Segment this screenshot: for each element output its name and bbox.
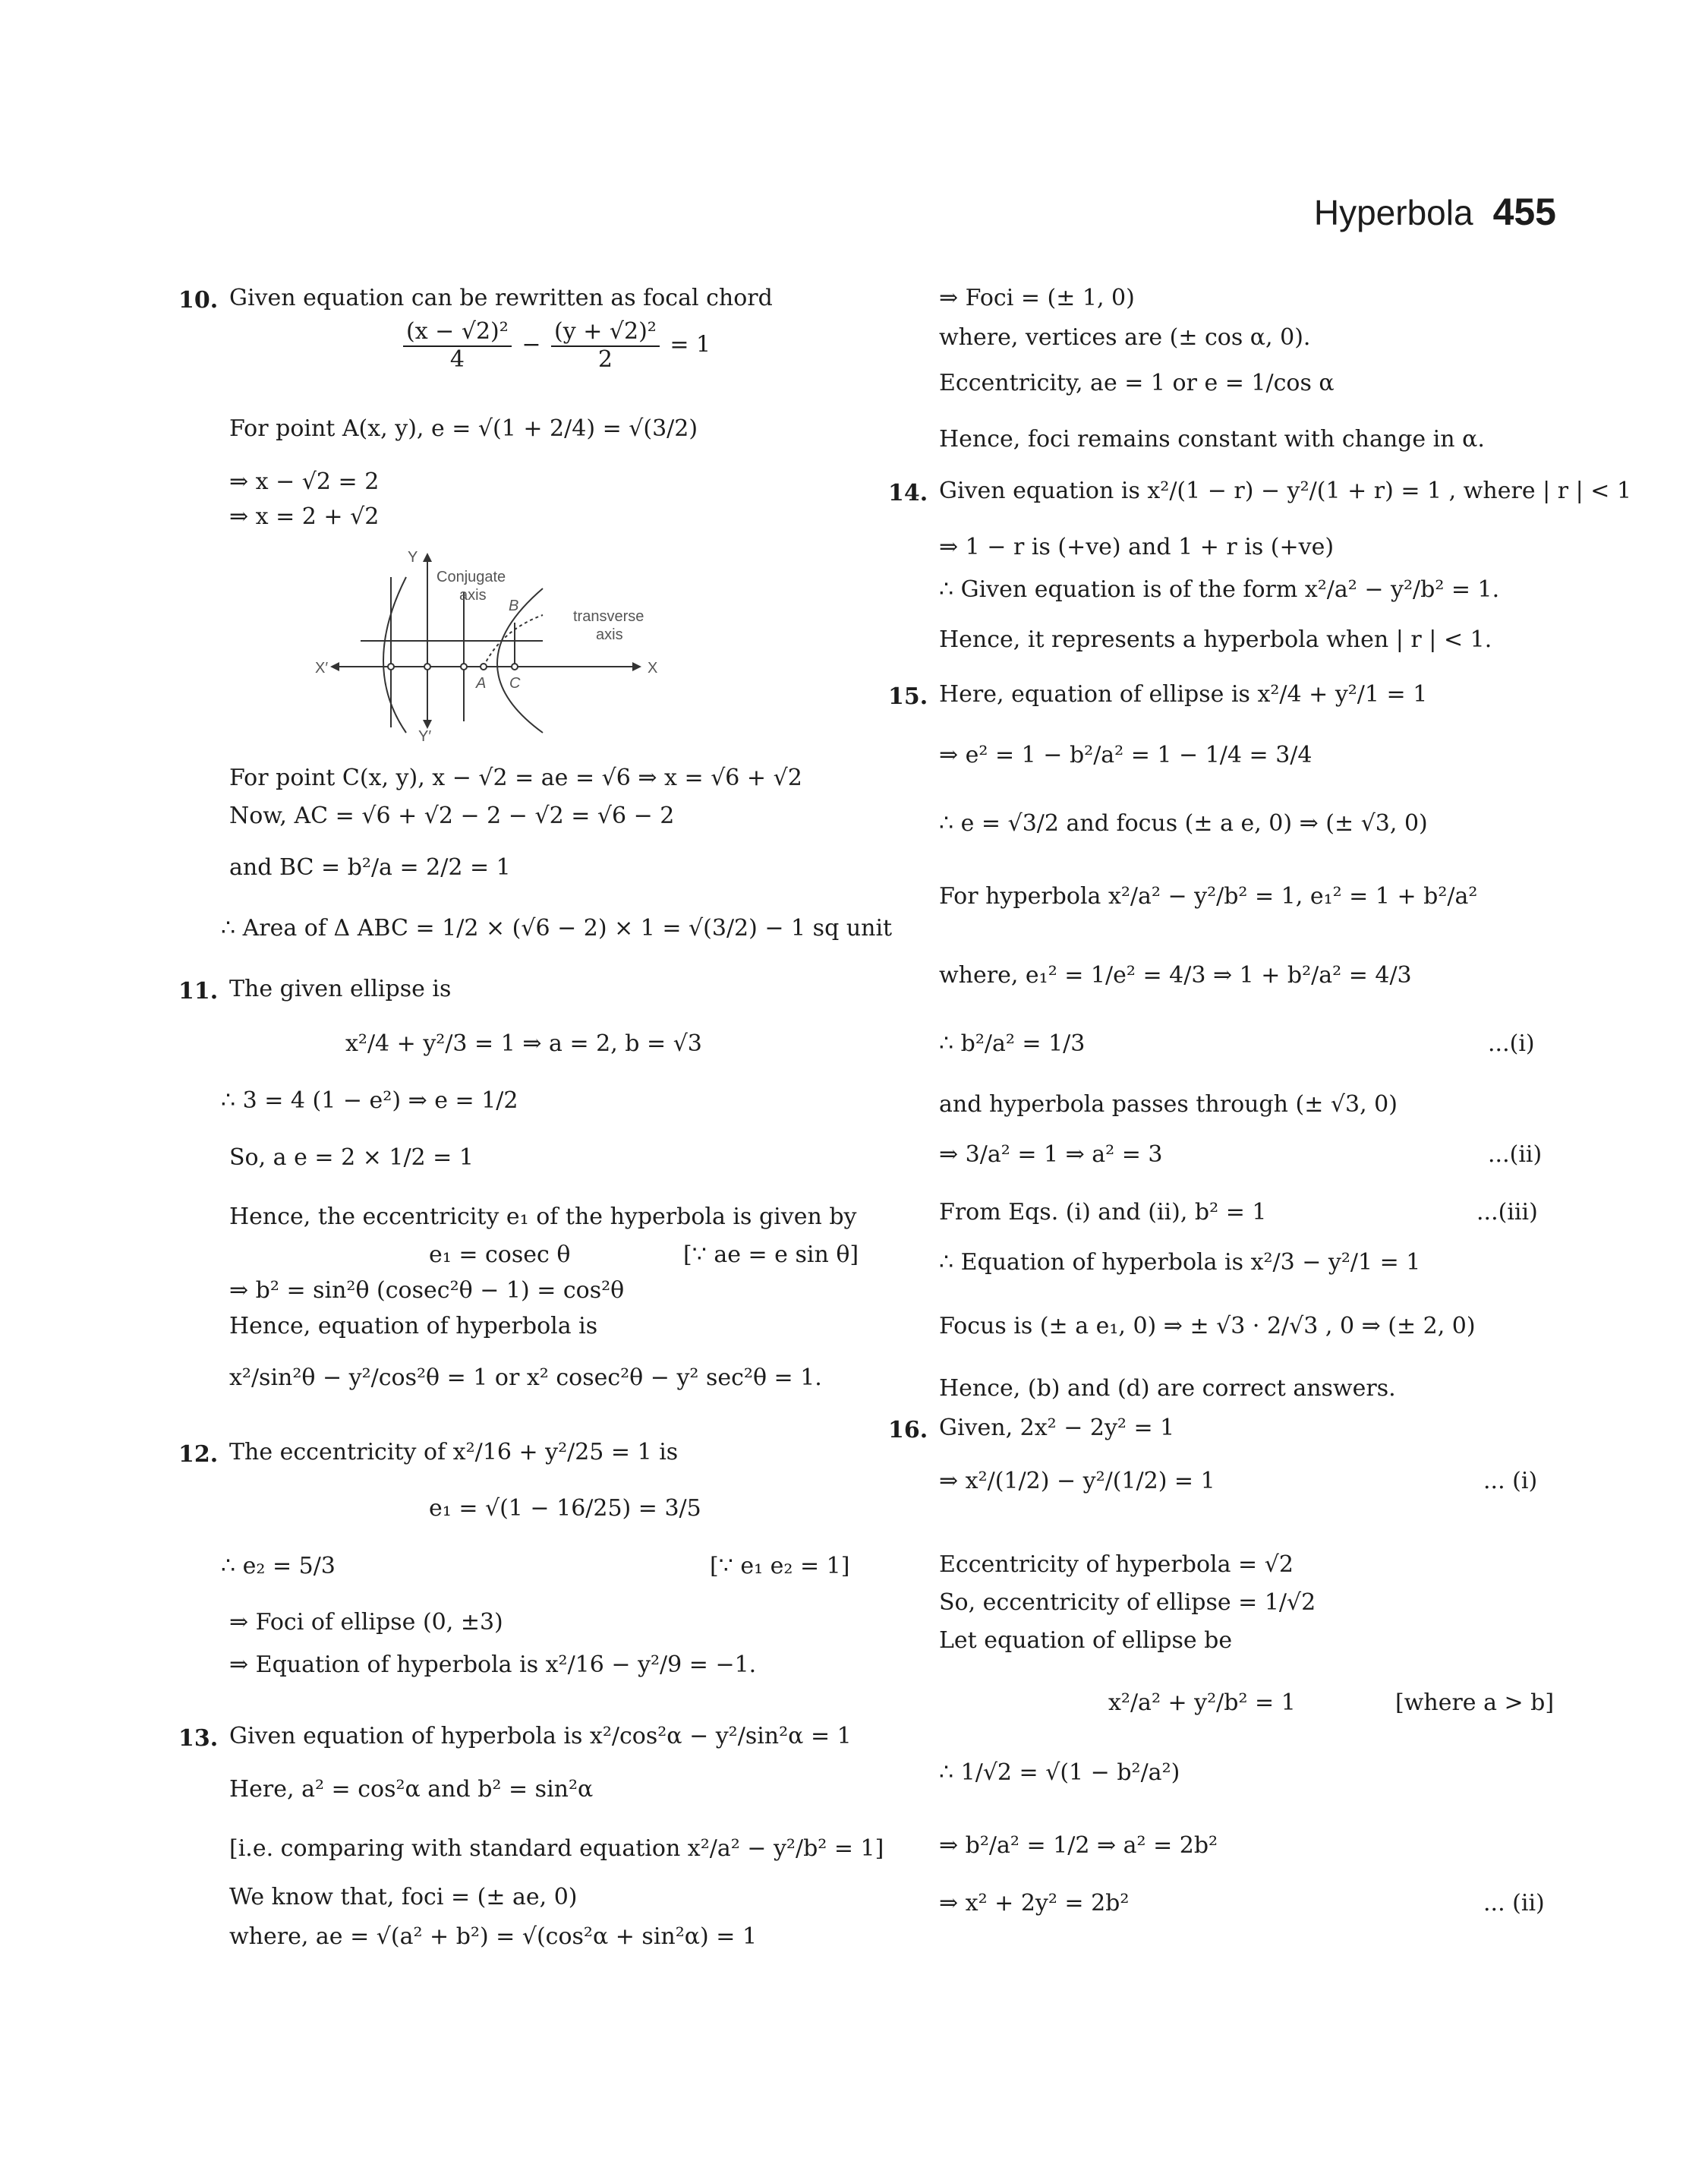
q13-line-4: We know that, foci = (± ae, 0) — [229, 1884, 578, 1910]
question-number-12: 12. — [178, 1441, 219, 1468]
q11-line-6a: e₁ = cosec θ — [429, 1241, 571, 1268]
q16-line-9a: ⇒ x² + 2y² = 2b² — [939, 1890, 1130, 1916]
q16-line-6a: x²/a² + y²/b² = 1 — [1108, 1689, 1296, 1716]
q14-line-4: Hence, it represents a hyperbola when | r | < 1. — [939, 626, 1492, 653]
fig-label-a: A — [476, 675, 487, 692]
q14-line-2: ⇒ 1 − r is (+ve) and 1 + r is (+ve) — [939, 534, 1335, 560]
q13-cont-line-3: Eccentricity, ae = 1 or e = 1/cos α — [939, 370, 1335, 396]
q15-line-11: Focus is (± a e₁, 0) ⇒ ± √3 · 2/√3 , 0 ⇒ (± 2, 0) — [939, 1313, 1476, 1339]
point-marker — [424, 664, 430, 670]
x-arrow — [632, 662, 641, 671]
fig-label-x-prime: X′ — [315, 660, 329, 677]
q16-line-2b: ... (i) — [1483, 1468, 1538, 1494]
page-header — [1314, 190, 1556, 234]
q15-line-6b: ...(i) — [1488, 1030, 1535, 1057]
point-marker — [461, 664, 467, 670]
q12-line-5: ⇒ Equation of hyperbola is x²/16 − y²/9 = −1. — [229, 1651, 757, 1678]
fig-label-y-prime: Y′ — [418, 728, 432, 744]
left-branch — [383, 577, 406, 733]
chapter-title: Hyperbola — [1313, 193, 1473, 232]
question-number-11: 11. — [178, 978, 219, 1005]
q11-line-4: So, a e = 2 × 1/2 = 1 — [229, 1144, 474, 1171]
q11-line-9: x²/sin²θ − y²/cos²θ = 1 or x² cosec²θ − y² sec²θ = 1. — [229, 1364, 822, 1391]
q11-line-1: The given ellipse is — [229, 976, 452, 1002]
q11-line-8: Hence, equation of hyperbola is — [229, 1313, 598, 1339]
q15-line-2: ⇒ e² = 1 − b²/a² = 1 − 1/4 = 3/4 — [939, 742, 1313, 768]
q11-line-5: Hence, the eccentricity e₁ of the hyperbola is given by — [229, 1203, 857, 1230]
q16-line-6b: [where a > b] — [1395, 1689, 1555, 1716]
q15-line-9b: ...(iii) — [1476, 1199, 1538, 1226]
q15-line-4: For hyperbola x²/a² − y²/b² = 1, e₁² = 1 + b²/a² — [939, 883, 1478, 910]
q13-cont-line-1: ⇒ Foci = (± 1, 0) — [939, 285, 1135, 311]
q10-line-1: Given equation can be rewritten as focal chord — [229, 285, 773, 311]
q16-line-8: ⇒ b²/a² = 1/2 ⇒ a² = 2b² — [939, 1832, 1218, 1859]
q16-line-2a: ⇒ x²/(1/2) − y²/(1/2) = 1 — [939, 1468, 1215, 1494]
q14-line-3: ∴ Given equation is of the form x²/a² − y²/b² = 1. — [939, 576, 1500, 603]
q12-line-3a: ∴ e₂ = 5/3 — [221, 1553, 336, 1579]
fig-label-x: X — [648, 660, 658, 677]
right-branch — [497, 588, 543, 733]
q10-line-6: For point C(x, y), x − √2 = ae = √6 ⇒ x = √6 + √2 — [229, 765, 802, 791]
hyperbola-figure — [315, 547, 740, 744]
q16-line-9b: ... (ii) — [1483, 1890, 1545, 1916]
point-a-marker — [481, 664, 487, 670]
q15-line-9a: From Eqs. (i) and (ii), b² = 1 — [939, 1199, 1267, 1226]
question-number-10: 10. — [178, 287, 219, 314]
q16-line-3: Eccentricity of hyperbola = √2 — [939, 1551, 1294, 1578]
fig-label-transverse: transverse — [573, 608, 644, 625]
q16-line-5: Let equation of ellipse be — [939, 1627, 1233, 1654]
q15-line-3: ∴ e = √3/2 and focus (± a e, 0) ⇒ (± √3, 0) — [939, 810, 1428, 837]
q15-line-6a: ∴ b²/a² = 1/3 — [939, 1030, 1086, 1057]
q15-line-12: Hence, (b) and (d) are correct answers. — [939, 1375, 1396, 1402]
q12-line-3b: [∵ e₁ e₂ = 1] — [710, 1553, 850, 1579]
fig-label-b: B — [509, 598, 519, 614]
q16-line-7: ∴ 1/√2 = √(1 − b²/a²) — [939, 1759, 1180, 1786]
q13-cont-line-2: where, vertices are (± cos α, 0). — [939, 324, 1311, 351]
question-number-16: 16. — [888, 1417, 928, 1443]
q16-line-4: So, eccentricity of ellipse = 1/√2 — [939, 1589, 1316, 1616]
q13-cont-line-4: Hence, foci remains constant with change in α. — [939, 426, 1485, 453]
point-c-marker — [512, 664, 518, 670]
q11-line-3: ∴ 3 = 4 (1 − e²) ⇒ e = 1/2 — [221, 1087, 518, 1114]
q15-line-8b: ...(ii) — [1488, 1141, 1543, 1168]
fig-label-y: Y — [408, 549, 418, 566]
q10-line-3: For point A(x, y), e = √(1 + 2/4) = √(3/2) — [229, 415, 698, 442]
q15-line-5: where, e₁² = 1/e² = 4/3 ⇒ 1 + b²/a² = 4/3 — [939, 962, 1412, 989]
question-number-14: 14. — [888, 480, 928, 506]
q10-equation: $\frac{\text{(x − √2)²}}{4}$ − $\frac{\text{(y + √2)²}}{2}$ = 1 — [400, 319, 711, 373]
left-column — [178, 281, 907, 1989]
q13-line-1: Given equation of hyperbola is x²/cos²α − y²/sin²α = 1 — [229, 1723, 852, 1749]
fig-label-conjugate-axis: axis — [459, 587, 487, 604]
q15-line-10: ∴ Equation of hyperbola is x²/3 − y²/1 = 1 — [939, 1249, 1421, 1276]
q13-line-3: [i.e. comparing with standard equation x²/a² − y²/b² = 1] — [229, 1835, 884, 1862]
q11-line-7: ⇒ b² = sin²θ (cosec²θ − 1) = cos²θ — [229, 1277, 625, 1304]
fig-label-transverse-axis: axis — [596, 626, 623, 643]
q12-line-1: The eccentricity of x²/16 + y²/25 = 1 is — [229, 1439, 679, 1465]
q12-line-4: ⇒ Foci of ellipse (0, ±3) — [229, 1609, 503, 1636]
point-marker — [388, 664, 394, 670]
question-number-13: 13. — [178, 1725, 219, 1752]
q15-line-7: and hyperbola passes through (± √3, 0) — [939, 1091, 1398, 1118]
q12-line-2: e₁ = √(1 − 16/25) = 3/5 — [429, 1495, 701, 1522]
q10-line-9: ∴ Area of Δ ABC = 1/2 × (√6 − 2) × 1 = √(3/2) − 1 sq unit — [221, 915, 893, 942]
q11-line-2: x²/4 + y²/3 = 1 ⇒ a = 2, b = √3 — [345, 1030, 702, 1057]
fig-label-conjugate: Conjugate — [436, 569, 506, 585]
x-prime-arrow — [330, 662, 339, 671]
q14-line-1: Given equation is x²/(1 − r) − y²/(1 + r) = 1 , where | r | < 1 — [939, 478, 1632, 504]
q10-line-8: and BC = b²/a = 2/2 = 1 — [229, 854, 511, 881]
page-number: 455 — [1492, 191, 1556, 233]
q15-line-8a: ⇒ 3/a² = 1 ⇒ a² = 3 — [939, 1141, 1163, 1168]
q13-line-2: Here, a² = cos²α and b² = sin²α — [229, 1776, 594, 1803]
q11-line-6b: [∵ ae = e sin θ] — [683, 1241, 859, 1268]
q13-line-5: where, ae = √(a² + b²) = √(cos²α + sin²α) = 1 — [229, 1923, 758, 1950]
q10-line-4: ⇒ x − √2 = 2 — [229, 468, 380, 495]
q15-line-1: Here, equation of ellipse is x²/4 + y²/1 = 1 — [939, 681, 1428, 708]
right-column — [888, 281, 1632, 1989]
q10-line-7: Now, AC = √6 + √2 − 2 − √2 = √6 − 2 — [229, 803, 675, 829]
question-number-15: 15. — [888, 683, 928, 710]
y-arrow — [423, 553, 432, 562]
q10-line-5: ⇒ x = 2 + √2 — [229, 503, 380, 530]
fig-label-c: C — [509, 675, 521, 692]
q16-line-1: Given, 2x² − 2y² = 1 — [939, 1415, 1175, 1441]
